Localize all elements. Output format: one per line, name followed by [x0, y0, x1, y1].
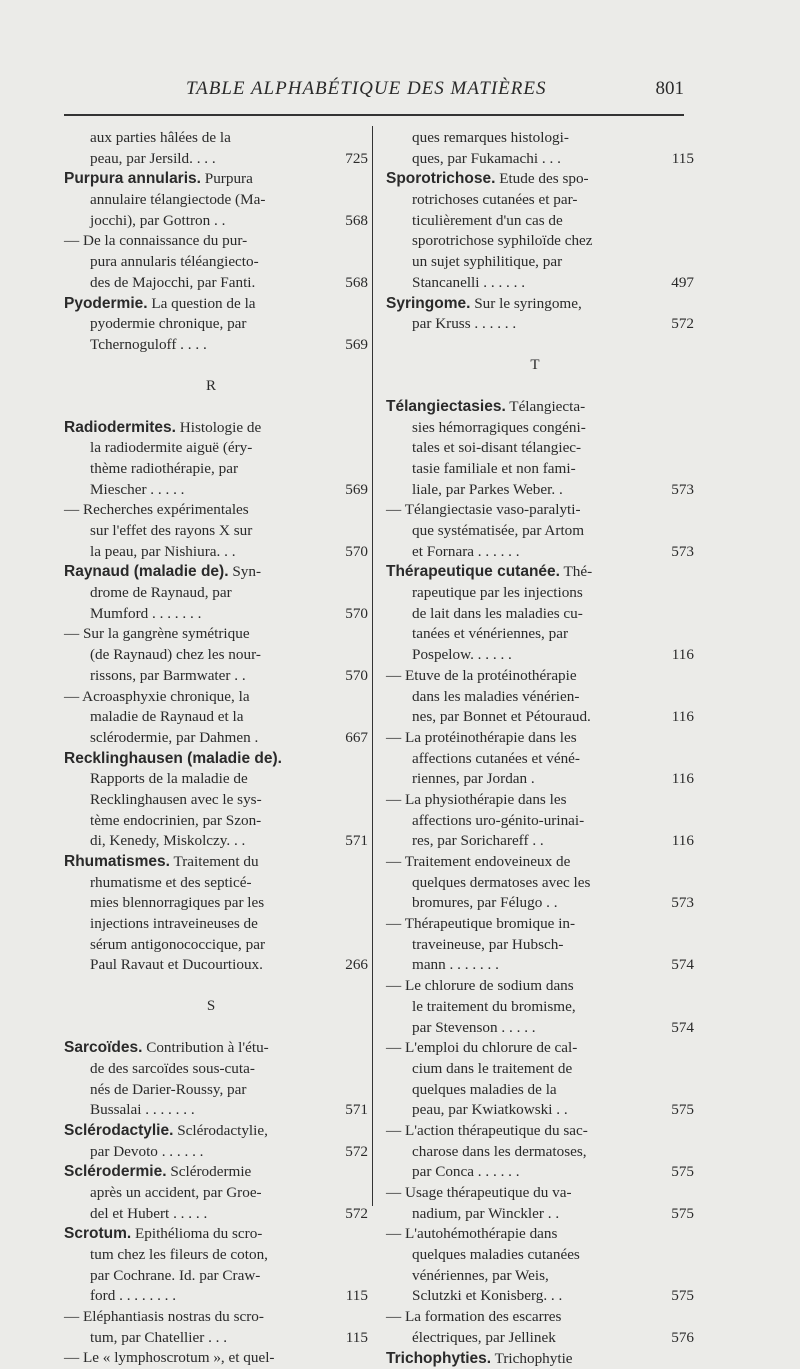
- entry-term: Syringome.: [386, 295, 470, 312]
- entry-text: Stancanelli . . . . . .: [412, 273, 525, 294]
- page-reference: 570: [320, 666, 368, 687]
- entry-term: Trichophyties.: [386, 1350, 491, 1367]
- index-line: [64, 252, 358, 273]
- entry-text: — Le « lymphoscrotum », et quel-: [64, 1348, 274, 1369]
- entry-text: sclérodermie, par Dahmen .: [90, 728, 258, 749]
- index-entry-heading-line: [64, 1038, 358, 1059]
- entry-text: — Etuve de la protéinothérapie: [386, 666, 577, 687]
- index-line: [386, 149, 684, 170]
- entry-text: ticulièrement d'un cas de: [412, 211, 563, 232]
- entry-text: Trichophytie: [491, 1349, 572, 1369]
- index-line: [386, 583, 684, 604]
- entry-text: Syn-: [229, 562, 262, 583]
- entry-text: par Devoto . . . . . .: [90, 1142, 203, 1163]
- entry-text: de des sarcoïdes sous-cuta-: [90, 1059, 255, 1080]
- index-line: [386, 604, 684, 625]
- entry-text: vénériennes, par Weis,: [412, 1266, 549, 1287]
- entry-text: peau, par Jersild. . . .: [90, 149, 216, 170]
- index-line: [64, 542, 358, 563]
- index-line: [386, 811, 684, 832]
- entry-text: Télangiecta-: [506, 397, 585, 418]
- index-line: [386, 314, 684, 335]
- index-line: [386, 273, 684, 294]
- index-line: [64, 645, 358, 666]
- entry-text: thème radiothérapie, par: [90, 459, 238, 480]
- entry-text: la radiodermite aiguë (éry-: [90, 438, 252, 459]
- column-divider: [372, 126, 373, 1206]
- entry-text: tum chez les fileurs de coton,: [90, 1245, 268, 1266]
- page-reference: 574: [646, 955, 694, 976]
- entry-term: Pyodermie.: [64, 295, 148, 312]
- index-line: [386, 1204, 684, 1225]
- entry-text: Traitement du: [170, 852, 259, 873]
- index-line: [386, 438, 684, 459]
- entry-text: Contribution à l'étu-: [142, 1038, 268, 1059]
- entry-text: Miescher . . . . .: [90, 480, 184, 501]
- section-letter-text: T: [386, 355, 684, 376]
- entry-text: Histologie de: [176, 418, 261, 439]
- entry-text: peau, par Kwiatkowski . .: [412, 1100, 568, 1121]
- index-line: [386, 749, 684, 770]
- index-line: [386, 1328, 684, 1349]
- index-line: [64, 935, 358, 956]
- index-line: [64, 1348, 358, 1369]
- page-reference: 573: [646, 480, 694, 501]
- entry-term: Sarcoïdes.: [64, 1039, 142, 1056]
- index-line: [386, 128, 684, 149]
- entry-text: quelques dermatoses avec les: [412, 873, 590, 894]
- entry-text: affections cutanées et véné-: [412, 749, 580, 770]
- entry-text: aux parties hâlées de la: [90, 128, 231, 149]
- index-line: [64, 914, 358, 935]
- entry-text: traveineuse, par Hubsch-: [412, 935, 563, 956]
- index-line: [386, 1100, 684, 1121]
- index-line: [64, 1059, 358, 1080]
- index-line: [386, 893, 684, 914]
- entry-text: — Recherches expérimentales: [64, 500, 249, 521]
- section-letter-text: R: [64, 376, 358, 397]
- entry-text: (de Raynaud) chez les nour-: [90, 645, 261, 666]
- entry-text: del et Hubert . . . . .: [90, 1204, 207, 1225]
- header-rule: [64, 114, 684, 116]
- index-line: [386, 769, 684, 790]
- page-reference: 266: [320, 955, 368, 976]
- index-line: [64, 604, 358, 625]
- entry-text: — Sur la gangrène symétrique: [64, 624, 250, 645]
- entry-text: maladie de Raynaud et la: [90, 707, 244, 728]
- section-letter: [64, 356, 358, 418]
- index-line: [386, 790, 684, 811]
- entry-text: pyodermie chronique, par: [90, 314, 246, 335]
- index-column-right: [386, 128, 684, 1369]
- index-line: [386, 935, 684, 956]
- index-line: [386, 914, 684, 935]
- entry-text: tème endocrinien, par Szon-: [90, 811, 261, 832]
- entry-text: la peau, par Nishiura. . .: [90, 542, 236, 563]
- entry-term: Thérapeutique cutanée.: [386, 563, 560, 580]
- page-reference: 576: [646, 1328, 694, 1349]
- page-reference: 571: [320, 1100, 368, 1121]
- entry-text: — Thérapeutique bromique in-: [386, 914, 575, 935]
- index-line: [386, 211, 684, 232]
- index-line: [64, 1328, 358, 1349]
- index-line: [386, 1286, 684, 1307]
- index-line: [64, 500, 358, 521]
- page-reference: 575: [646, 1286, 694, 1307]
- index-line: [386, 1224, 684, 1245]
- page-reference: 116: [646, 707, 694, 728]
- entry-term: Recklinghausen (maladie de).: [64, 750, 282, 767]
- entry-text: par Cochrane. Id. par Craw-: [90, 1266, 260, 1287]
- entry-text: nes, par Bonnet et Pétouraud.: [412, 707, 591, 728]
- index-line: [386, 728, 684, 749]
- index-line: [386, 521, 684, 542]
- index-line: [64, 149, 358, 170]
- index-line: [64, 1307, 358, 1328]
- entry-text: dans les maladies vénérien-: [412, 687, 579, 708]
- entry-term: Rhumatismes.: [64, 853, 170, 870]
- index-line: [64, 480, 358, 501]
- page-reference: 575: [646, 1162, 694, 1183]
- entry-text: — La formation des escarres: [386, 1307, 561, 1328]
- page-reference: 116: [646, 831, 694, 852]
- index-line: [64, 687, 358, 708]
- index-entry-heading-line: [64, 562, 358, 583]
- entry-term: Scrotum.: [64, 1225, 131, 1242]
- entry-text: des de Majocchi, par Fanti.: [90, 273, 255, 294]
- index-line: [64, 666, 358, 687]
- entry-text: par Conca . . . . . .: [412, 1162, 520, 1183]
- entry-text: riennes, par Jordan .: [412, 769, 535, 790]
- entry-text: Epithélioma du scro-: [131, 1224, 262, 1245]
- page-reference: 115: [320, 1286, 368, 1307]
- page-reference: 571: [320, 831, 368, 852]
- index-line: [386, 1059, 684, 1080]
- entry-text: — La physiothérapie dans les: [386, 790, 567, 811]
- entry-text: et Fornara . . . . . .: [412, 542, 520, 563]
- index-line: [386, 1080, 684, 1101]
- index-line: [386, 1142, 684, 1163]
- entry-text: annulaire télangiectode (Ma-: [90, 190, 265, 211]
- entry-text: Sclérodermie: [167, 1162, 252, 1183]
- index-line: [386, 873, 684, 894]
- index-line: [64, 211, 358, 232]
- index-line: [64, 769, 358, 790]
- entry-text: sérum antigonococcique, par: [90, 935, 265, 956]
- index-line: [64, 459, 358, 480]
- entry-text: Paul Ravaut et Ducourtioux.: [90, 955, 263, 976]
- entry-text: mies blennorragiques par les: [90, 893, 264, 914]
- index-line: [64, 1080, 358, 1101]
- index-line: [64, 831, 358, 852]
- index-line: [64, 1266, 358, 1287]
- running-title: TABLE ALPHABÉTIQUE DES MATIÈRES: [186, 78, 546, 100]
- entry-text: jocchi), par Gottron . .: [90, 211, 225, 232]
- entry-text: pura annularis téléangiecto-: [90, 252, 259, 273]
- entry-text: tum, par Chatellier . . .: [90, 1328, 227, 1349]
- index-entry-heading-line: [64, 749, 358, 770]
- page-reference: 574: [646, 1018, 694, 1039]
- index-entry-heading-line: [386, 169, 684, 190]
- index-entry-heading-line: [64, 1224, 358, 1245]
- index-line: [64, 893, 358, 914]
- page-reference: 568: [320, 211, 368, 232]
- page-reference: 569: [320, 480, 368, 501]
- page-reference: 572: [646, 314, 694, 335]
- entry-text: Sclérodactylie,: [173, 1121, 267, 1142]
- entry-text: drome de Raynaud, par: [90, 583, 232, 604]
- entry-text: — Traitement endoveineux de: [386, 852, 570, 873]
- index-line: [64, 728, 358, 749]
- entry-text: électriques, par Jellinek: [412, 1328, 556, 1349]
- index-line: [386, 542, 684, 563]
- entry-text: La question de la: [148, 294, 256, 315]
- entry-text: Tchernoguloff . . . .: [90, 335, 207, 356]
- entry-text: Thé-: [560, 562, 592, 583]
- index-line: [386, 500, 684, 521]
- entry-text: mann . . . . . . .: [412, 955, 499, 976]
- index-line: [386, 997, 684, 1018]
- index-line: [386, 645, 684, 666]
- index-line: [386, 976, 684, 997]
- index-line: [386, 1307, 684, 1328]
- entry-text: par Stevenson . . . . .: [412, 1018, 536, 1039]
- entry-term: Radiodermites.: [64, 419, 176, 436]
- entry-text: ques remarques histologi-: [412, 128, 569, 149]
- entry-text: rhumatisme et des septicé-: [90, 873, 252, 894]
- index-entry-heading-line: [64, 418, 358, 439]
- entry-text: tanées et vénériennes, par: [412, 624, 568, 645]
- index-line: [64, 521, 358, 542]
- index-line: [64, 438, 358, 459]
- index-column-left: [64, 128, 358, 1369]
- index-line: [64, 1183, 358, 1204]
- entry-text: cium dans le traitement de: [412, 1059, 572, 1080]
- index-entry-heading-line: [64, 1121, 358, 1142]
- entry-term: Purpura annularis.: [64, 170, 201, 187]
- index-line: [386, 955, 684, 976]
- page-reference: 569: [320, 335, 368, 356]
- index-line: [64, 955, 358, 976]
- section-letter-text: S: [64, 996, 358, 1017]
- entry-text: — Le chlorure de sodium dans: [386, 976, 574, 997]
- index-line: [64, 273, 358, 294]
- entry-text: rissons, par Barmwater . .: [90, 666, 246, 687]
- section-letter: [64, 976, 358, 1038]
- index-line: [386, 231, 684, 252]
- entry-text: — L'emploi du chlorure de cal-: [386, 1038, 577, 1059]
- index-line: [64, 790, 358, 811]
- entry-text: Sur le syringome,: [470, 294, 581, 315]
- entry-text: de lait dans les maladies cu-: [412, 604, 583, 625]
- entry-text: Recklinghausen avec le sys-: [90, 790, 262, 811]
- entry-term: Raynaud (maladie de).: [64, 563, 229, 580]
- entry-term: Sporotrichose.: [386, 170, 495, 187]
- index-line: [64, 128, 358, 149]
- entry-text: bromures, par Félugo . .: [412, 893, 558, 914]
- index-entry-heading-line: [386, 397, 684, 418]
- page-reference: 572: [320, 1204, 368, 1225]
- index-line: [386, 1018, 684, 1039]
- entry-text: charose dans les dermatoses,: [412, 1142, 587, 1163]
- index-line: [64, 335, 358, 356]
- index-entry-heading-line: [64, 852, 358, 873]
- page-reference: 570: [320, 542, 368, 563]
- index-line: [386, 666, 684, 687]
- entry-text: sur l'effet des rayons X sur: [90, 521, 252, 542]
- entry-text: quelques maladies de la: [412, 1080, 557, 1101]
- page-reference: 575: [646, 1100, 694, 1121]
- section-letter: [386, 335, 684, 397]
- index-line: [386, 252, 684, 273]
- page-reference: 115: [320, 1328, 368, 1349]
- entry-text: Sclutzki et Konisberg. . .: [412, 1286, 562, 1307]
- page-reference: 575: [646, 1204, 694, 1225]
- entry-text: liale, par Parkes Weber. .: [412, 480, 563, 501]
- entry-text: Etude des spo-: [495, 169, 588, 190]
- index-line: [386, 1266, 684, 1287]
- entry-text: — Eléphantiasis nostras du scro-: [64, 1307, 264, 1328]
- entry-text: ford . . . . . . . .: [90, 1286, 176, 1307]
- page-reference: 497: [646, 273, 694, 294]
- entry-text: affections uro-génito-urinai-: [412, 811, 584, 832]
- entry-text: un sujet syphilitique, par: [412, 252, 562, 273]
- page-reference: 572: [320, 1142, 368, 1163]
- entry-term: Sclérodermie.: [64, 1163, 167, 1180]
- index-entry-heading-line: [386, 294, 684, 315]
- page-reference: 116: [646, 769, 694, 790]
- entry-text: quelques maladies cutanées: [412, 1245, 580, 1266]
- index-line: [64, 190, 358, 211]
- index-line: [386, 1038, 684, 1059]
- page-header: [64, 78, 684, 104]
- page-reference: 568: [320, 273, 368, 294]
- index-line: [64, 231, 358, 252]
- entry-text: par Kruss . . . . . .: [412, 314, 516, 335]
- entry-text: Bussalai . . . . . . .: [90, 1100, 195, 1121]
- index-entry-heading-line: [386, 1349, 684, 1369]
- entry-text: rotrichoses cutanées et par-: [412, 190, 577, 211]
- index-line: [386, 1162, 684, 1183]
- entry-text: res, par Sorichareff . .: [412, 831, 544, 852]
- entry-text: — La protéinothérapie dans les: [386, 728, 577, 749]
- index-line: [64, 1245, 358, 1266]
- index-entry-heading-line: [386, 562, 684, 583]
- entry-text: — L'autohémothérapie dans: [386, 1224, 557, 1245]
- index-entry-heading-line: [64, 169, 358, 190]
- entry-text: Mumford . . . . . . .: [90, 604, 201, 625]
- index-line: [386, 624, 684, 645]
- index-line: [386, 1183, 684, 1204]
- page-reference: 115: [646, 149, 694, 170]
- entry-text: le traitement du bromisme,: [412, 997, 576, 1018]
- entry-text: di, Kenedy, Miskolczy. . .: [90, 831, 245, 852]
- entry-text: Pospelow. . . . . .: [412, 645, 512, 666]
- index-line: [64, 314, 358, 335]
- index-line: [64, 1100, 358, 1121]
- entry-text: tales et soi-disant télangiec-: [412, 438, 581, 459]
- entry-text: après un accident, par Groe-: [90, 1183, 262, 1204]
- index-line: [64, 707, 358, 728]
- index-line: [386, 831, 684, 852]
- index-entry-heading-line: [64, 294, 358, 315]
- page-reference: 570: [320, 604, 368, 625]
- entry-text: Purpura: [201, 169, 253, 190]
- index-line: [64, 1286, 358, 1307]
- index-line: [64, 1204, 358, 1225]
- page-reference: 725: [320, 149, 368, 170]
- index-line: [386, 852, 684, 873]
- entry-term: Télangiectasies.: [386, 398, 506, 415]
- entry-text: nadium, par Winckler . .: [412, 1204, 559, 1225]
- entry-text: — Télangiectasie vaso-paralyti-: [386, 500, 581, 521]
- entry-text: que systématisée, par Artom: [412, 521, 584, 542]
- page-reference: 573: [646, 542, 694, 563]
- index-line: [64, 873, 358, 894]
- page-reference: 667: [320, 728, 368, 749]
- entry-text: sies hémorragiques congéni-: [412, 418, 586, 439]
- index-line: [64, 624, 358, 645]
- entry-text: — Acroasphyxie chronique, la: [64, 687, 250, 708]
- index-line: [386, 190, 684, 211]
- entry-text: rapeutique par les injections: [412, 583, 583, 604]
- index-entry-heading-line: [64, 1162, 358, 1183]
- index-line: [64, 811, 358, 832]
- entry-text: tasie familiale et non fami-: [412, 459, 576, 480]
- index-line: [386, 687, 684, 708]
- page-number: 801: [656, 78, 685, 100]
- entry-text: ques, par Fukamachi . . .: [412, 149, 561, 170]
- page-reference: 116: [646, 645, 694, 666]
- index-line: [386, 1245, 684, 1266]
- page-reference: 573: [646, 893, 694, 914]
- entry-text: Rapports de la maladie de: [90, 769, 248, 790]
- entry-text: — De la connaissance du pur-: [64, 231, 247, 252]
- entry-text: — Usage thérapeutique du va-: [386, 1183, 572, 1204]
- entry-text: — L'action thérapeutique du sac-: [386, 1121, 588, 1142]
- index-line: [386, 707, 684, 728]
- index-line: [64, 1142, 358, 1163]
- index-line: [386, 418, 684, 439]
- entry-text: injections intraveineuses de: [90, 914, 258, 935]
- entry-text: sporotrichose syphiloïde chez: [412, 231, 593, 252]
- index-line: [386, 459, 684, 480]
- entry-text: nés de Darier-Roussy, par: [90, 1080, 246, 1101]
- entry-term: Sclérodactylie.: [64, 1122, 173, 1139]
- index-line: [386, 1121, 684, 1142]
- index-line: [64, 583, 358, 604]
- index-line: [386, 480, 684, 501]
